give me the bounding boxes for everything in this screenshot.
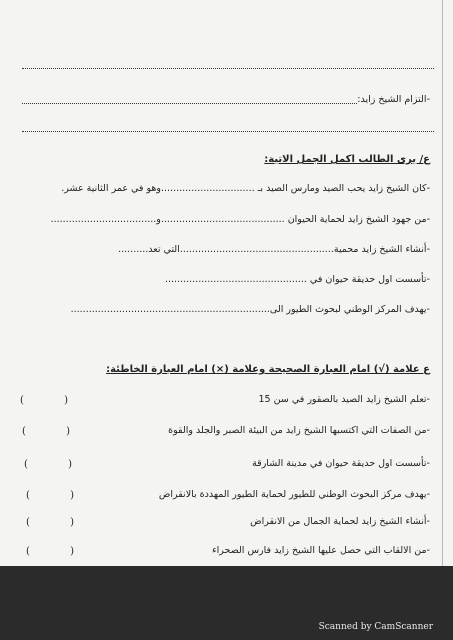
answer-parentheses[interactable]: ( ) [24, 459, 72, 470]
answer-parentheses[interactable]: ( ) [26, 490, 74, 501]
true-false-item: -تأسست اول حديقة حيوان في مدينة الشارقة [252, 458, 430, 469]
answer-parentheses[interactable]: ( ) [26, 517, 74, 528]
complete-sentences-heading: ع/ يرى الطالب اكمل الجمل الاتية: [264, 154, 430, 165]
true-false-heading: ع علامة (√) امام العبارة الصحيحة وعلامة (×) امام العبارة الخاطئة: [106, 364, 430, 375]
complete-sentence-item: -أنشاء الشيخ زايد محمية...................................................التي تعد.......... [118, 244, 430, 255]
scanner-watermark: Scanned by CamScanner [318, 622, 433, 632]
complete-sentence-item: -من جهود الشيخ زايد لحماية الحيوان .........................................و................................... [50, 214, 430, 225]
complete-sentence-item: -تأسست اول حديقة حيوان في ............................................... [164, 274, 430, 285]
answer-parentheses[interactable]: ( ) [20, 395, 68, 406]
answer-dotted-line [22, 68, 434, 69]
answer-dotted-line [22, 131, 434, 132]
true-false-item: -يهدف مركز البحوث الوطني للطيور لحماية الطيور المهددة بالانقراض [158, 489, 430, 500]
margin-line [442, 0, 443, 566]
true-false-item: -من الصفات التي اكتسبها الشيخ زايد من البيئة الصبر والجلد والقوة [168, 425, 430, 436]
complete-sentence-item: -كان الشيخ زايد يحب الصيد ومارس الصيد بـ ...............................وهو في عمر الثانية عشر. [61, 183, 430, 194]
complete-sentence-item: -يهدف المركز الوطني لبحوث الطيور الى.................................................................. [70, 304, 430, 315]
true-false-item: -أنشاء الشيخ زايد لحماية الجمال من الانقراض [250, 516, 430, 527]
answer-parentheses[interactable]: ( ) [22, 426, 70, 437]
zayed-commitment-label: -التزام الشيخ زايد: [357, 94, 430, 105]
true-false-item: -تعلم الشيخ زايد الصيد بالصقور في سن 15 [258, 394, 430, 405]
answer-parentheses[interactable]: ( ) [26, 546, 74, 557]
true-false-item: -من الالقاب التي حصل عليها الشيخ زايد فارس الصحراء [212, 545, 430, 556]
